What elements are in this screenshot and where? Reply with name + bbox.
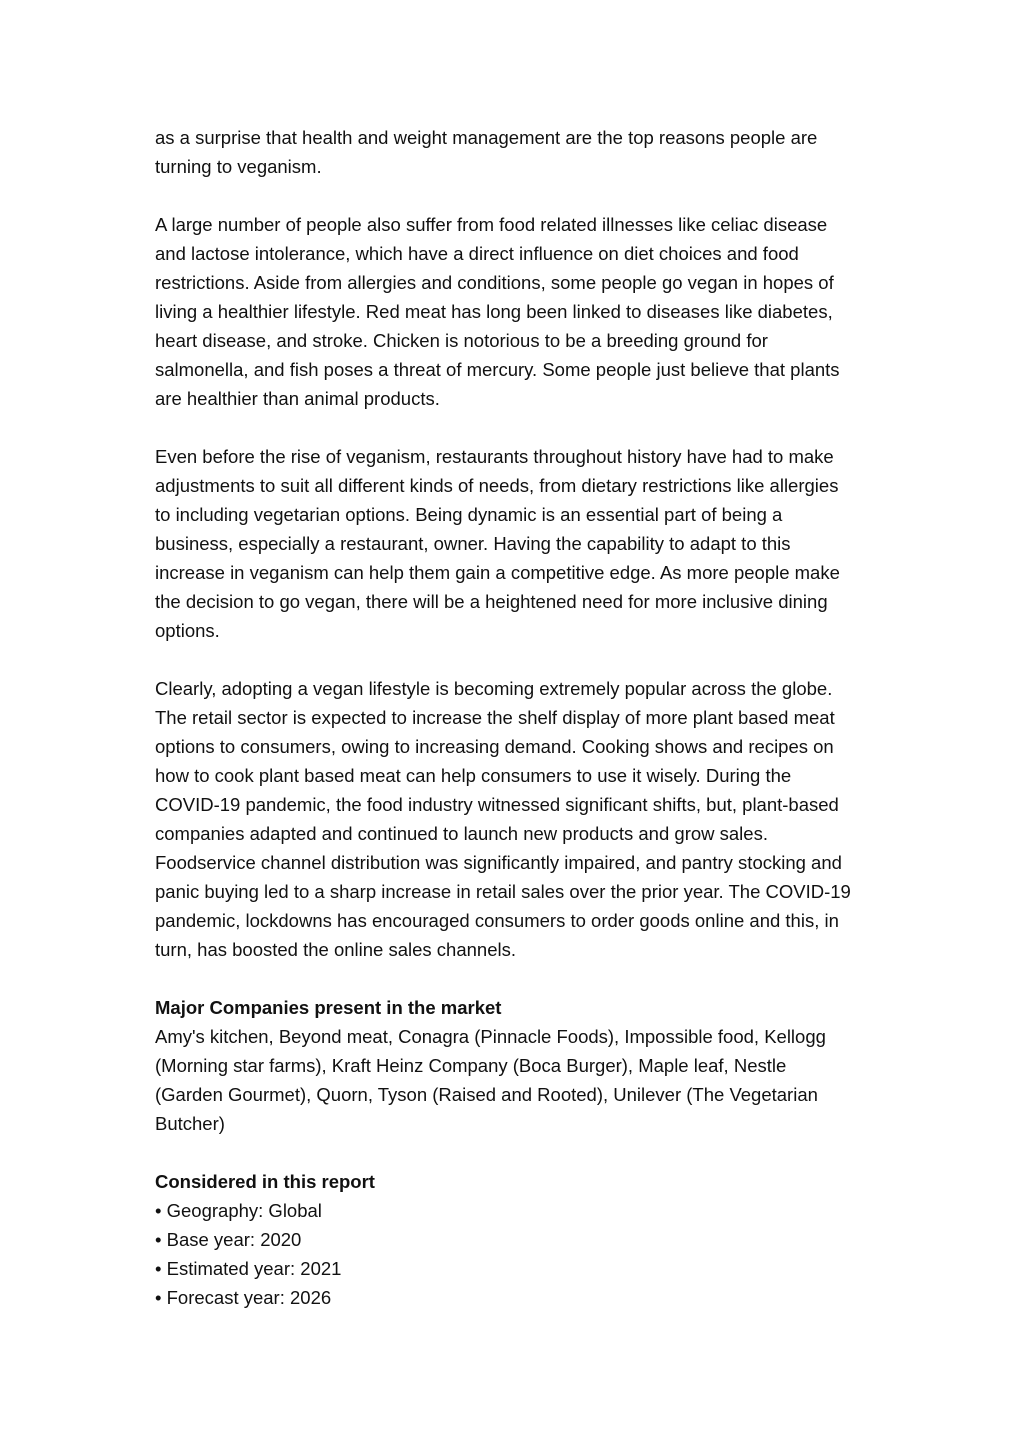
list-item: • Estimated year: 2021 [155, 1258, 342, 1279]
document-page [155, 123, 875, 1312]
list-item: • Geography: Global [155, 1200, 322, 1221]
paragraph-health: A large number of people also suffer from food related illnesses like celiac disease and lactose intolerance, which have a direct influence on diet choices and food restrictions. Aside from allergies and conditions, some people go vegan in hopes of living a healthier lifestyle. Red meat has long been linked to diseases like diabetes, heart disease, and stroke. Chicken is notorious to be a breeding ground for salmonella, and fish poses a threat of mercury. Some people just believe that plants are healthier than animal products. [155, 214, 840, 409]
list-item: • Base year: 2020 [155, 1229, 302, 1250]
companies-list: Amy's kitchen, Beyond meat, Conagra (Pinnacle Foods), Impossible food, Kellogg (Morning star farms), Kraft Heinz Company (Boca Burger), Maple leaf, Nestle (Garden Gourmet), Quorn, Tyson (Raised and Rooted), Unilever (The Vegetarian Butcher) [155, 1026, 826, 1134]
paragraph-intro: as a surprise that health and weight management are the top reasons people are turning to veganism. [155, 127, 818, 177]
paragraph-restaurants: Even before the rise of veganism, restaurants throughout history have had to make adjustments to suit all different kinds of needs, from dietary restrictions like allergies to including vegetarian options. Being dynamic is an essential part of being a business, especially a restaurant, owner. Having the capability to adapt to this increase in veganism can help them gain a competitive edge. As more people make the decision to go vegan, there will be a heightened need for more inclusive dining options. [155, 446, 840, 641]
report-heading: Considered in this report [155, 1171, 375, 1192]
companies-heading: Major Companies present in the market [155, 997, 502, 1018]
paragraph-market-trends: Clearly, adopting a vegan lifestyle is becoming extremely popular across the globe. The retail sector is expected to increase the shelf display of more plant based meat options to consumers, owing to increasing demand. Cooking shows and recipes on how to cook plant based meat can help consumers to use it wisely. During the COVID-19 pandemic, the food industry witnessed significant shifts, but, plant-based companies adapted and continued to launch new products and grow sales. Foodservice channel distribution was significantly impaired, and pantry stocking and panic buying led to a sharp increase in retail sales over the prior year. The COVID-19 pandemic, lockdowns has encouraged consumers to order goods online and this, in turn, has boosted the online sales channels. [155, 678, 851, 960]
list-item: • Forecast year: 2026 [155, 1287, 332, 1308]
report-scope-list [155, 1196, 875, 1312]
